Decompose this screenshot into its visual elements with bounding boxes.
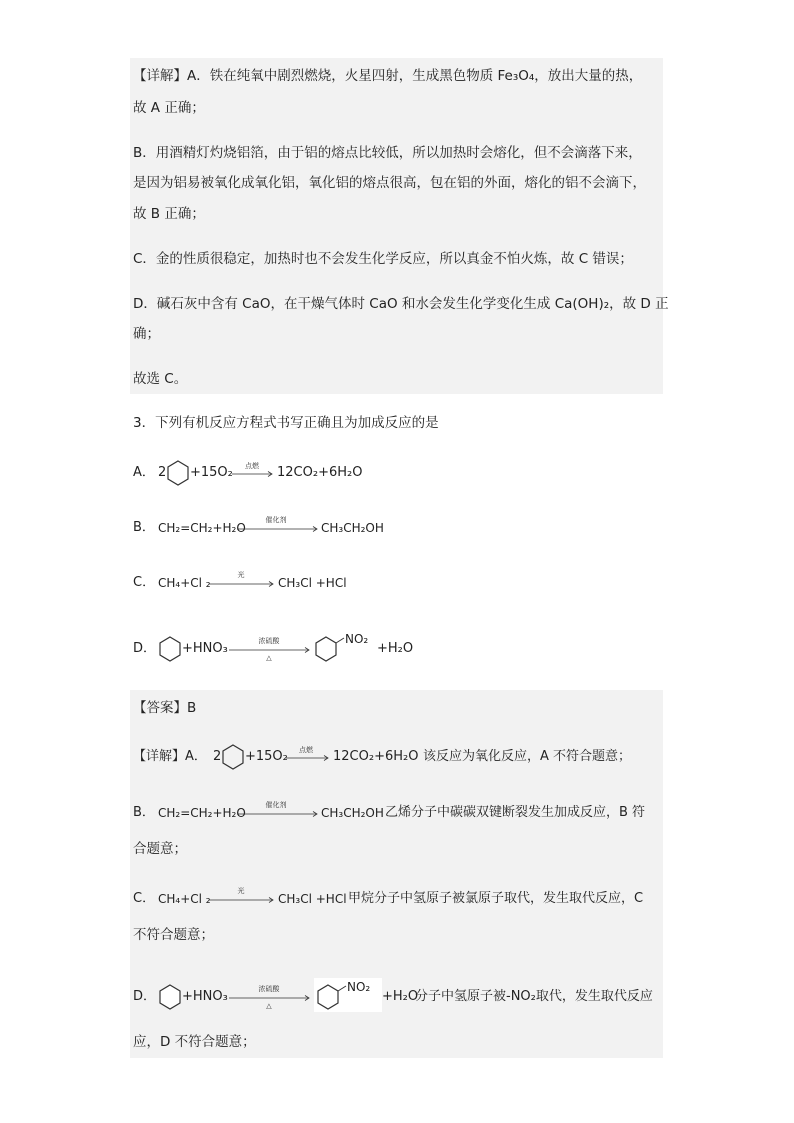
detail2-b	[133, 800, 653, 826]
question-stem: 3．下列有机反应方程式书写正确且为加成反应的是	[133, 415, 439, 431]
detail2-c-reactant: CH₄+Cl ₂	[158, 892, 211, 906]
detail2-d-condition-bottom: △	[266, 1002, 272, 1010]
option-c-label: C．	[133, 575, 156, 590]
detail1-line3: B．用酒精灯灼烧铝箔，由于铝的熔点比较低，所以加热时会熔化，但不会滴落下来，	[133, 145, 642, 161]
detail2-d	[133, 978, 663, 1012]
detail1-line9: 故选 C。	[133, 371, 188, 387]
detail2-d-tail: +H₂O	[382, 989, 419, 1004]
explanation-panel-1	[130, 58, 663, 394]
detail2-a-product: 12CO₂+6H₂O	[333, 749, 419, 764]
detail2-d-line2: 应，D 不符合题意；	[133, 1034, 256, 1050]
option-c	[133, 570, 393, 596]
detail2-c-comment: 甲烷分子中氢原子被氯原子取代，发生取代反应，C	[348, 891, 644, 906]
option-c-product: CH₃Cl +HCl	[278, 576, 347, 590]
detail2-b-reactant: CH₂=CH₂+H₂O	[158, 806, 246, 820]
option-d-tail: +H₂O	[377, 641, 414, 656]
detail2-a-comment: 该反应为氧化反应，A 不符合题意；	[423, 749, 632, 764]
benzene-ring-icon	[158, 636, 182, 662]
detail2-c	[133, 886, 653, 912]
option-d-reactant: +HNO₃	[182, 641, 228, 656]
detail2-a-reactant: +15O₂	[245, 749, 288, 764]
reaction-arrow-icon	[237, 525, 319, 533]
reaction-arrow-icon	[209, 580, 275, 588]
reaction-arrow-icon	[229, 994, 311, 1002]
detail1-line5: 故 B 正确；	[133, 206, 205, 222]
detail2-a	[133, 744, 653, 770]
option-c-reactant: CH₄+Cl ₂	[158, 576, 211, 590]
benzene-ring-icon	[158, 984, 182, 1010]
option-d-condition-top: 浓硫酸	[258, 637, 280, 645]
benzene-ring-icon	[166, 460, 190, 486]
option-a-condition: 点燃	[245, 462, 259, 470]
option-d-label: D．	[133, 641, 157, 656]
reaction-arrow-icon	[237, 810, 319, 818]
option-b-product: CH₃CH₂OH	[321, 521, 384, 535]
detail2-d-reactant: +HNO₃	[182, 989, 228, 1004]
reaction-arrow-icon	[286, 754, 330, 762]
detail2-d-substituent: NO₂	[347, 980, 371, 994]
detail2-c-condition: 光	[237, 887, 245, 895]
option-a-product: 12CO₂+6H₂O	[277, 465, 363, 480]
detail2-a-coef: 2	[213, 749, 222, 764]
detail2-b-prefix: B．	[133, 805, 155, 820]
option-b-reactant: CH₂=CH₂+H₂O	[158, 521, 246, 535]
option-d-condition-bottom: △	[266, 654, 272, 662]
detail1-line1: 【详解】A．铁在纯氧中剧烈燃烧，火星四射，生成黑色物质 Fe₃O₄，放出大量的热，	[133, 68, 643, 84]
detail2-b-comment: 乙烯分子中碳碳双键断裂发生加成反应，B 符	[385, 805, 646, 820]
detail1-line2: 故 A 正确；	[133, 100, 205, 116]
detail1-line4: 是因为铝易被氧化成氧化铝，氧化铝的熔点很高，包在铝的外面，熔化的铝不会滴下，	[133, 175, 646, 191]
option-a-coef: 2	[158, 465, 167, 480]
option-d-substituent: NO₂	[345, 632, 369, 646]
detail2-c-product: CH₃Cl +HCl	[278, 892, 347, 906]
detail1-line8: 确；	[133, 326, 160, 342]
option-a-label: A．	[133, 465, 155, 480]
detail2-b-product: CH₃CH₂OH	[321, 806, 384, 820]
option-b-condition: 催化剂	[265, 516, 287, 524]
detail2-a-prefix: 【详解】A．	[133, 749, 207, 764]
option-d	[133, 634, 433, 664]
detail1-line7: D．碱石灰中含有 CaO，在干燥气体时 CaO 和水会发生化学变化生成 Ca(OH)₂，故 D 正	[133, 296, 669, 312]
benzene-ring-icon	[221, 744, 245, 770]
reaction-arrow-icon	[209, 896, 275, 904]
reaction-arrow-icon	[232, 470, 274, 478]
option-b-label: B．	[133, 520, 155, 535]
reaction-arrow-icon	[229, 646, 311, 654]
option-c-condition: 光	[237, 571, 245, 579]
detail2-d-prefix: D．	[133, 989, 157, 1004]
detail2-c-line2: 不符合题意；	[133, 927, 214, 943]
detail2-b-line2: 合题意；	[133, 841, 187, 857]
detail2-b-condition: 催化剂	[265, 801, 287, 809]
detail2-a-condition: 点燃	[299, 746, 313, 754]
detail1-line6: C．金的性质很稳定，加热时也不会发生化学反应，所以真金不怕火炼，故 C 错误；	[133, 251, 633, 267]
option-b	[133, 515, 393, 541]
answer-label: 【答案】B	[133, 700, 197, 716]
detail2-d-comment: 分子中氢原子被-NO₂取代，发生取代反应	[415, 989, 653, 1004]
option-a	[133, 460, 393, 486]
detail2-c-prefix: C．	[133, 891, 156, 906]
detail2-d-condition-top: 浓硫酸	[258, 985, 280, 993]
option-a-reactant: +15O₂	[190, 465, 233, 480]
